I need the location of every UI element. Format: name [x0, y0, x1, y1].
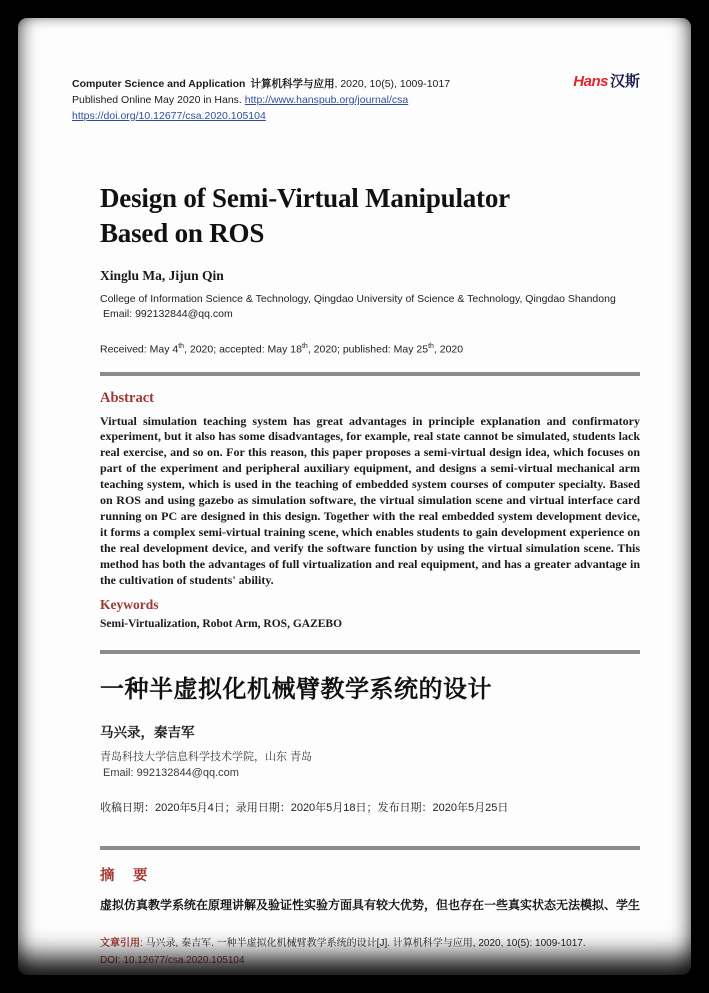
doi-link-line: [72, 108, 450, 124]
affiliation-block-en: [100, 292, 640, 322]
journal-issue-info: , 2020, 10(5), 1009-1017: [334, 78, 451, 90]
published-line: [72, 92, 450, 108]
received-sup: th: [178, 343, 185, 350]
keywords-text-en: Semi-Virtualization, Robot Arm, ROS, GAZEBO: [100, 618, 343, 631]
paper-page: [18, 18, 691, 975]
section-divider-bottom: [100, 846, 640, 850]
journal-header-text: [72, 76, 450, 124]
paper-title-en: [100, 181, 640, 251]
abstract-text-zh: 虚拟仿真教学系统在原理讲解及验证性实验方面具有较大优势，但也存在一些真实状态无法模拟、学生: [100, 897, 641, 912]
journal-name-zh: 计算机科学与应用: [250, 78, 335, 90]
received-sup: th: [428, 343, 434, 350]
citation-text: : 马兴录, 秦吉军. 一种半虚拟化机械臂教学系统的设计[J]. 计算机科学与应用, 2020, 10(5): 1009-1017.: [140, 937, 586, 949]
received-part: Received: May 4: [100, 343, 179, 356]
abstract-heading-en: Abstract: [100, 389, 154, 406]
published-prefix: Published Online May 2020 in Hans.: [72, 94, 245, 106]
received-part: , 2020: [433, 343, 464, 356]
journal-name-en: Computer Science and Application: [72, 78, 246, 90]
paper-title-line1: Design of Semi-Virtual Manipulator: [100, 183, 510, 213]
received-part: , 2020; accepted: May 18: [184, 343, 302, 356]
hans-logo-en: Hans: [573, 73, 608, 90]
abstract-text-en: Virtual simulation teaching system has great advantages in principle explanation and confirmatory experiment, but it also has some disadvantages, for example, real state cannot be simulated, students lack real exercise, and so on. For this reason, this paper proposes a semi-virtual design idea, which focuses on part of the experiment and peripheral auxiliary equipment, and designs a semi-virtual mechanical arm teaching system, which is used in the teaching of embedded system courses of computer specialty. Based on ROS and using gazebo as simulation software, the virtual simulation scene and virtual interface card running on PC are designed in this design. Together with the real embedded system development device, it forms a complex semi-virtual training scene, which enables students to gain development experience on the real development device, and verify the software function by using the virtual simulation scene. This method has both the advantages of full virtualization and real equipment, and has a greater advantage in the cultivation of students' ability.: [100, 413, 640, 587]
doi-url-link[interactable]: https://doi.org/10.12677/csa.2020.105104: [72, 110, 266, 122]
citation-label: 文章引用: [100, 937, 140, 949]
citation-footer: [100, 936, 640, 968]
journal-url-link[interactable]: http://www.hanspub.org/journal/csa: [244, 94, 409, 106]
doi-line: DOI: 10.12677/csa.2020.105104: [100, 954, 245, 966]
affiliation-zh: 青岛科技大学信息科学技术学院，山东 青岛: [100, 751, 313, 764]
keywords-heading-en: Keywords: [100, 597, 159, 613]
journal-header: [72, 73, 640, 124]
affiliation-block-zh: [100, 750, 640, 781]
email-en: Email: 992132844@qq.com: [103, 308, 233, 320]
article-content: [100, 181, 640, 968]
paper-title-zh: 一种半虚拟化机械臂教学系统的设计: [100, 676, 492, 704]
authors-en: Xinglu Ma, Jijun Qin: [100, 268, 224, 283]
email-zh: Email: 992132844@qq.com: [103, 766, 239, 779]
received-part: , 2020; published: May 25: [307, 343, 429, 356]
received-sup: th: [301, 343, 308, 350]
received-dates-zh: 收稿日期：2020年5月4日；录用日期：2020年5月18日；发布日期：2020年5月25日: [100, 802, 509, 815]
abstract-heading-zh: 摘 要: [100, 867, 150, 884]
section-divider-top: [100, 372, 640, 376]
received-dates-en: [100, 343, 640, 356]
paper-title-line2: Based on ROS: [100, 218, 265, 248]
authors-zh: 马兴录，秦吉军: [100, 725, 195, 741]
journal-title-line: [72, 76, 450, 92]
section-divider-middle: [100, 650, 640, 654]
hans-logo-zh: 汉斯: [609, 73, 640, 90]
hans-logo: [573, 74, 640, 90]
citation-line: [100, 936, 640, 951]
affiliation-en: College of Information Science & Technology, Qingdao University of Science & Technology, Qingdao Shandong: [100, 293, 616, 305]
